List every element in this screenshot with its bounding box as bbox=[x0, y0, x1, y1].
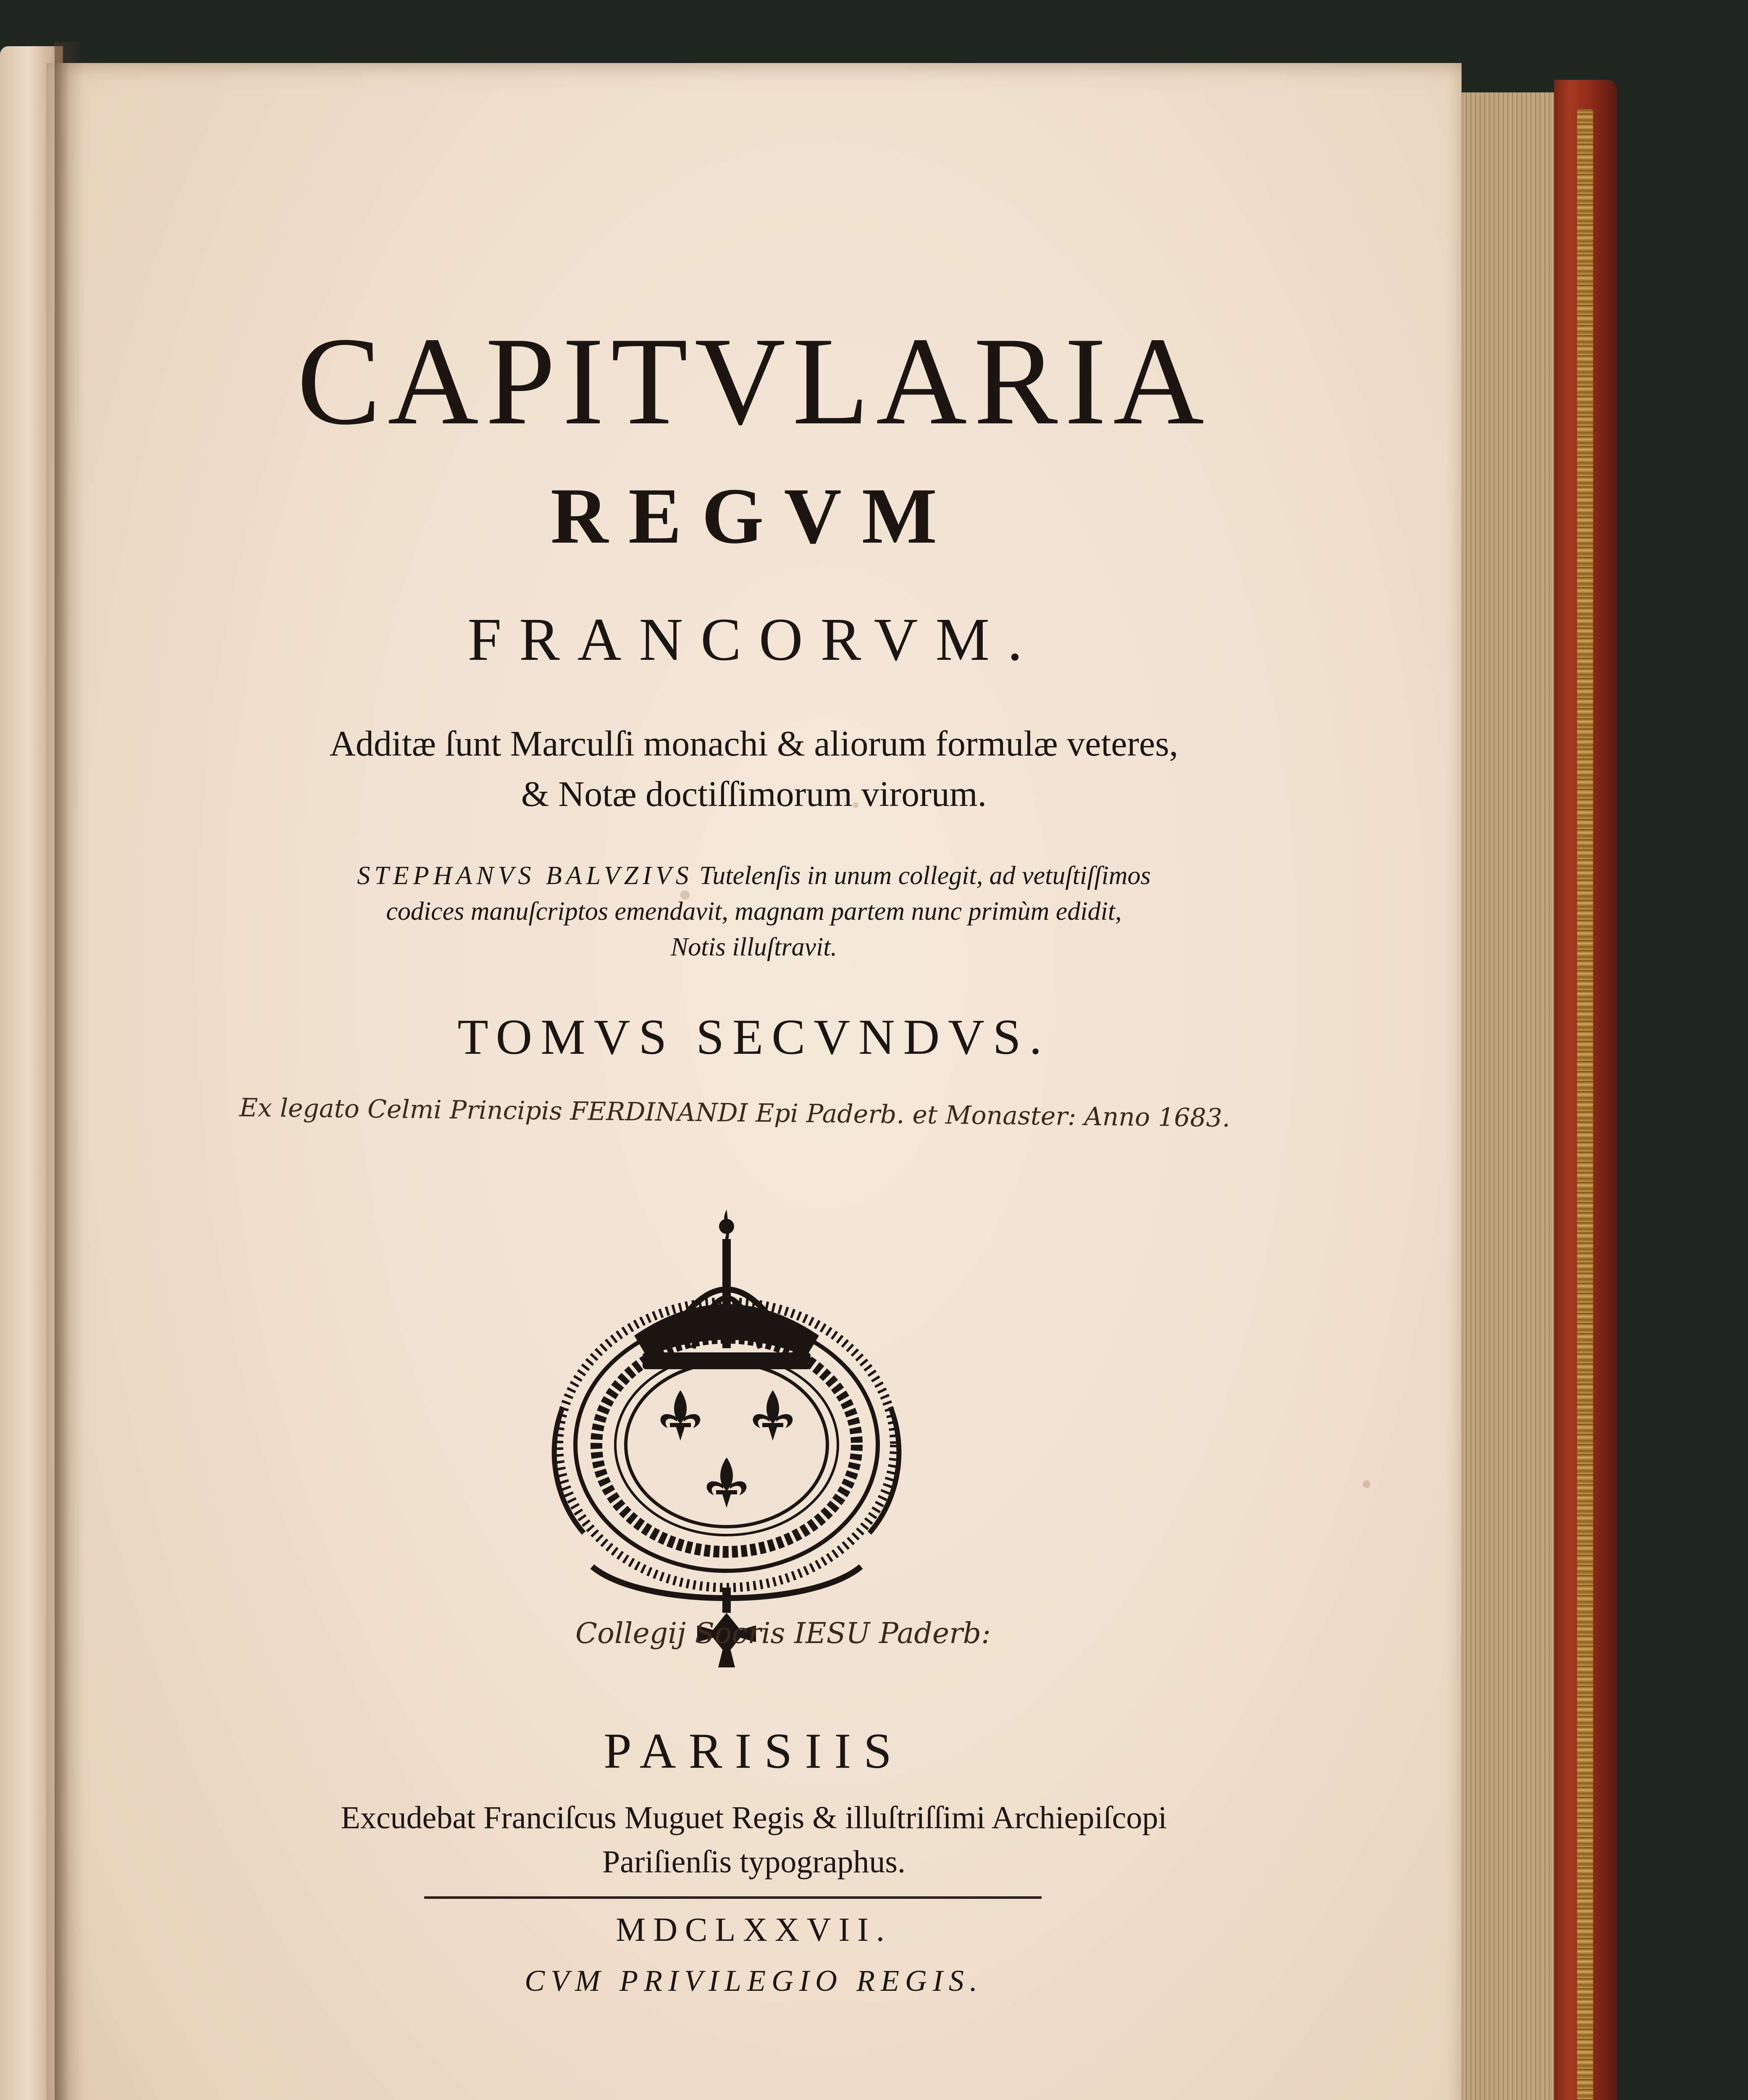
gilt-tooling bbox=[1577, 109, 1593, 2100]
author-line-2: codices manuſcriptos emendavit, magnam partem nunc primùm edidit, bbox=[386, 897, 1122, 926]
handwritten-provenance-note: Ex legato Celmi Principis FERDINANDI Epi Paderb. et Monaster: Anno 1683. bbox=[239, 1093, 1231, 1133]
author-line-3: Notis illuſtravit. bbox=[670, 933, 837, 961]
horizontal-rule bbox=[424, 1896, 1042, 1899]
author-line-1 bbox=[46, 861, 1462, 891]
printer-line-2: Pariſienſis typographus. bbox=[602, 1844, 905, 1880]
author-line-1-rest: Tutelenſis in unum collegit, ad vetuſtiſſimos bbox=[693, 861, 1151, 890]
title-line-3: FRANCORVM. bbox=[467, 606, 1040, 673]
volume-label: TOMVS SECVNDVS. bbox=[457, 1009, 1050, 1065]
royal-arms-of-france-icon bbox=[538, 1197, 916, 1676]
privilege-line: CVM PRIVILEGIO REGIS. bbox=[525, 1964, 983, 1998]
printer-line-1: Excudebat Franciſcus Muguet Regis & illuſtriſſimi Archiepiſcopi bbox=[341, 1800, 1167, 1835]
title-line-1: CAPITVLARIA bbox=[297, 311, 1211, 451]
imprint-year: MDCLXXVII. bbox=[616, 1911, 892, 1948]
imprint-place: PARISIIS bbox=[604, 1723, 904, 1779]
subtitle-line-1: Additæ ſunt Marculſi monachi & aliorum formulæ veteres, bbox=[329, 723, 1178, 764]
title-page bbox=[46, 63, 1462, 2100]
foxing-spot bbox=[1363, 1480, 1370, 1488]
author-name: STEPHANVS BALVZIVS bbox=[357, 861, 693, 890]
subtitle-line-2: & Notæ doctiſſimorum virorum. bbox=[521, 774, 987, 814]
title-line-2: REGVM bbox=[550, 472, 958, 560]
handwritten-ownership-note: Collegij Socris IESU Paderb: bbox=[575, 1617, 991, 1650]
gutter-shadow bbox=[55, 42, 84, 2100]
